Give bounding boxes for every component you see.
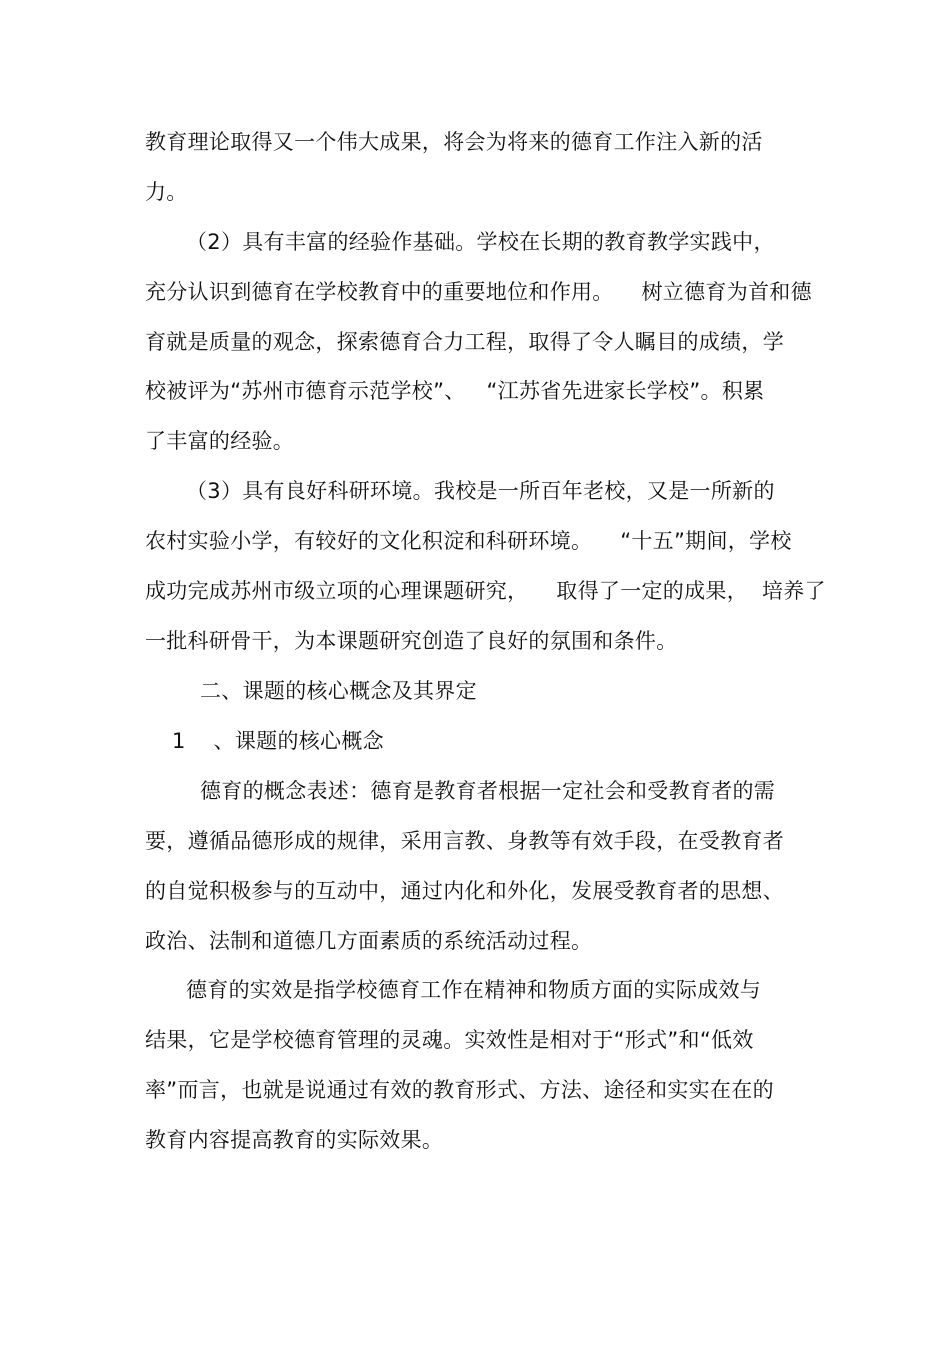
text-line: 要，遵循品德形成的规律，采用言教、身教等有效手段，在受教育者 xyxy=(145,829,784,853)
section-heading: 二、课题的核心概念及其界定 xyxy=(200,679,477,703)
text-line: 成功完成苏州市级立项的心理课题研究， 取得了一定的成果， 培养了 xyxy=(145,579,826,603)
text-line: （3）具有良好科研环境。我校是一所百年老校，又是一所新的 xyxy=(186,479,775,503)
text-line: 教育内容提高教育的实际效果。 xyxy=(145,1128,444,1152)
text-line: 教育理论取得又一个伟大成果，将会为将来的德育工作注入新的活 xyxy=(145,130,763,154)
text-line: 率”而言，也就是说通过有效的教育形式、方法、途径和实实在在的 xyxy=(145,1078,774,1102)
subsection-heading: 1 、课题的核心概念 xyxy=(172,729,384,753)
text-line: 结果，它是学校德育管理的灵魂。实效性是相对于“形式”和“低效 xyxy=(145,1028,754,1052)
text-line: 一批科研骨干，为本课题研究创造了良好的氛围和条件。 xyxy=(145,629,678,653)
text-line: 德育的概念表述：德育是教育者根据一定社会和受教育者的需 xyxy=(200,779,776,803)
text-line: （2）具有丰富的经验作基础。学校在长期的教育教学实践中， xyxy=(186,230,775,254)
text-line: 力。 xyxy=(145,180,188,204)
text-line: 的自觉积极参与的互动中，通过内化和外化，发展受教育者的思想、 xyxy=(145,879,784,903)
text-line: 政治、法制和道德几方面素质的系统活动过程。 xyxy=(145,929,593,953)
text-line: 育就是质量的观念，探索德育合力工程，取得了令人瞩目的成绩，学 xyxy=(145,330,784,354)
text-line: 德育的实效是指学校德育工作在精神和物质方面的实际成效与 xyxy=(186,978,762,1002)
text-line: 农村实验小学，有较好的文化积淀和科研环境。 “十五”期间，学校 xyxy=(145,529,792,553)
text-line: 充分认识到德育在学校教育中的重要地位和作用。 树立德育为首和德 xyxy=(145,280,812,304)
text-line: 校被评为“苏州市德育示范学校”、 “江苏省先进家长学校”。积累 xyxy=(145,379,765,403)
text-line: 了丰富的经验。 xyxy=(145,429,295,453)
